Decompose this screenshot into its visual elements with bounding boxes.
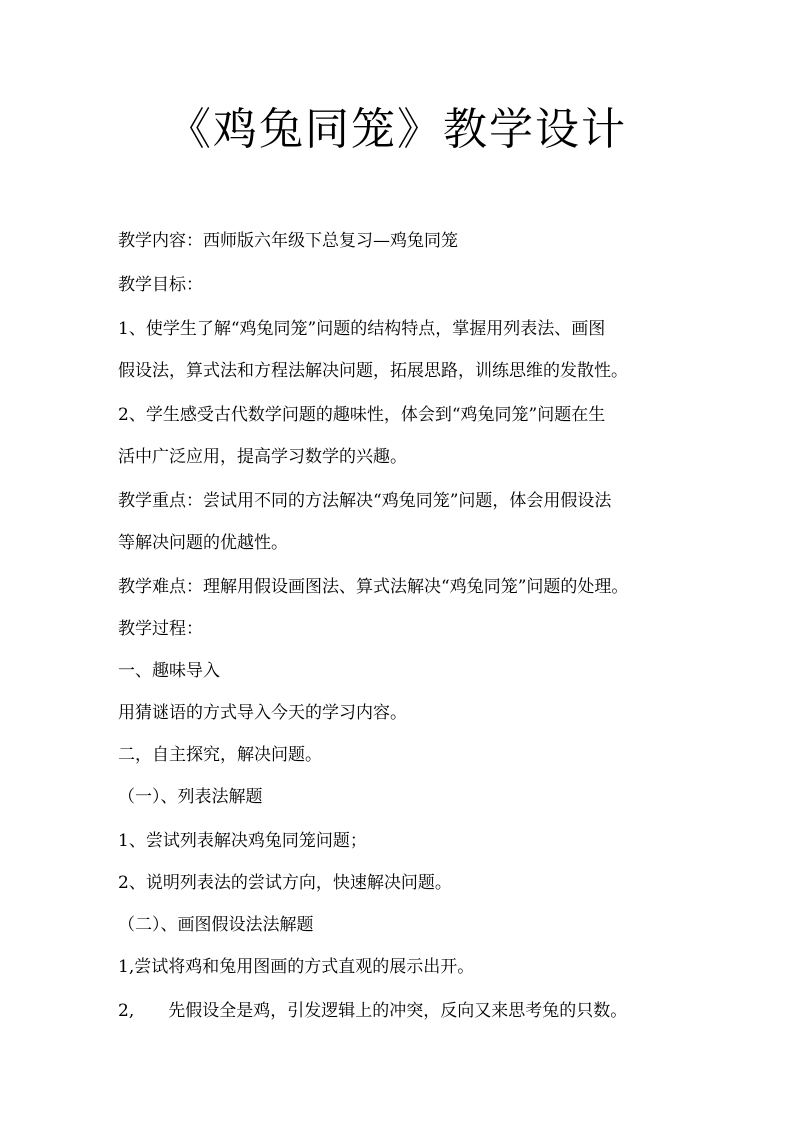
item-text: 先假设全是鸡，引发逻辑上的冲突，反向又来思考兔的只数。 [168, 1001, 628, 1021]
subsection-2-item-2 [118, 999, 698, 1023]
section-1-heading: 一、趣味导入 [118, 661, 220, 681]
teaching-content-line: 教学内容：西师版六年级下总复习—鸡兔同笼 [118, 231, 458, 251]
section-1-text: 用猜谜语的方式导入今天的学习内容。 [118, 703, 407, 723]
teaching-process-heading: 教学过程： [118, 619, 203, 639]
goal-1-line-1: 1、使学生了解“鸡兔同笼”问题的结构特点，掌握用列表法、画图 [118, 319, 606, 339]
key-point-line-1: 教学重点：尝试用不同的方法解决“鸡兔同笼”问题，体会用假设法 [118, 491, 612, 511]
goal-1-line-2: 假设法，算式法和方程法解决问题，拓展思路，训练思维的发散性。 [118, 361, 628, 381]
section-2-heading: 二，自主探究，解决问题。 [118, 745, 322, 765]
goal-2-line-2: 活中广泛应用，提高学习数学的兴趣。 [118, 447, 407, 467]
goal-2-line-1: 2、学生感受古代数学问题的趣味性，体会到“鸡兔同笼”问题在生 [118, 405, 606, 425]
subsection-1-item-1: 1、尝试列表解决鸡兔同笼问题； [118, 831, 367, 851]
teaching-goals-heading: 教学目标： [118, 275, 203, 295]
subsection-2-heading: （二）、画图假设法法解题 [118, 915, 314, 935]
document-title: 《鸡兔同笼》教学设计 [167, 104, 627, 155]
subsection-2-item-1: 1,尝试将鸡和兔用图画的方式直观的展示出开。 [118, 957, 475, 977]
difficult-point-line: 教学难点：理解用假设画图法、算式法解决“鸡兔同笼”问题的处理。 [118, 577, 629, 597]
item-number: 2, [118, 1001, 135, 1021]
key-point-line-2: 等解决问题的优越性。 [118, 533, 288, 553]
subsection-1-heading: （一）、列表法解题 [118, 787, 263, 807]
subsection-1-item-2: 2、说明列表法的尝试方向，快速解决问题。 [118, 873, 452, 893]
